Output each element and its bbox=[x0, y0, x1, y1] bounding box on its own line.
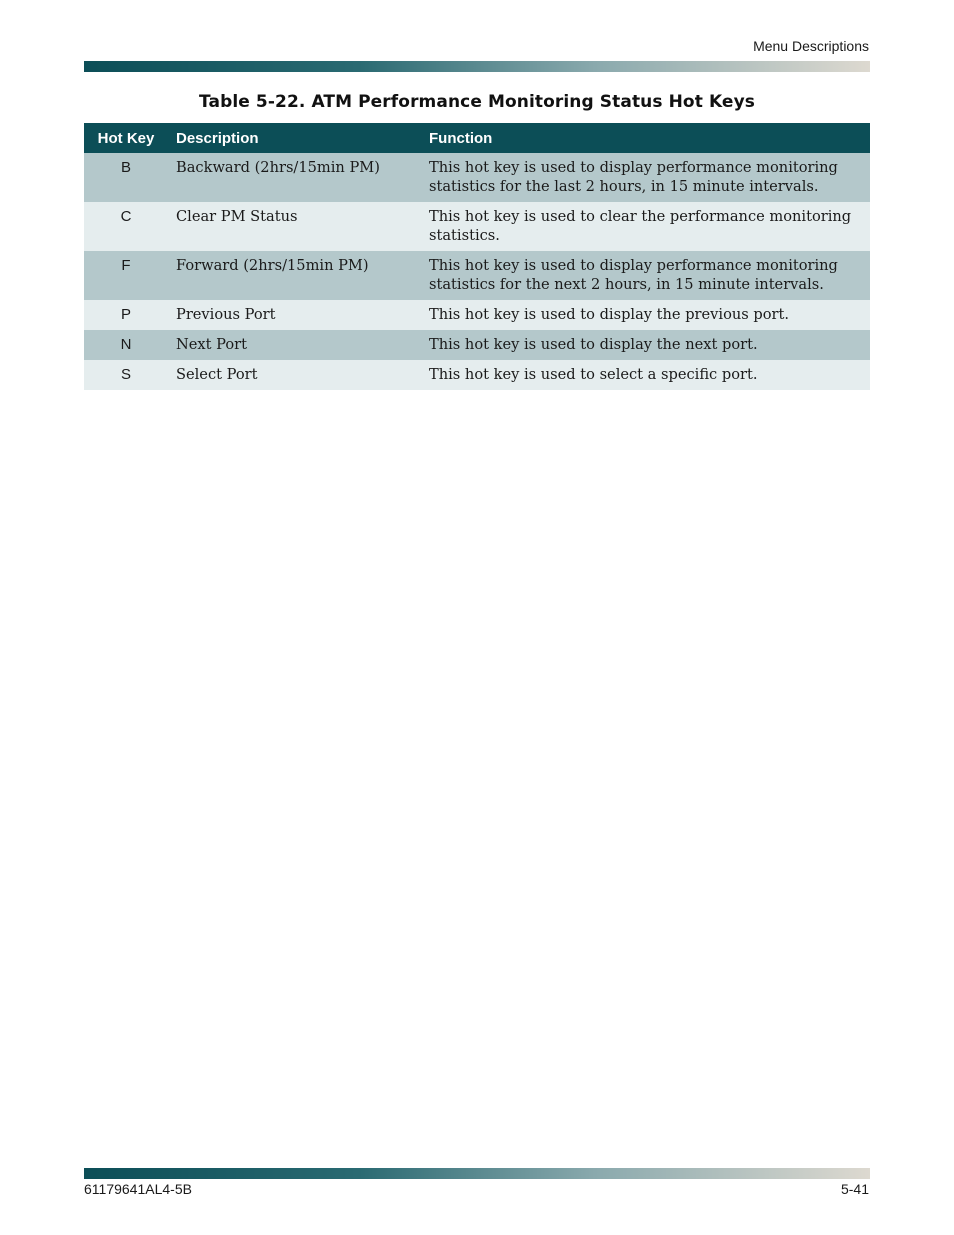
function-cell: This hot key is used to clear the performance monitoring statistics. bbox=[421, 202, 870, 251]
document-number: 61179641AL4-5B bbox=[84, 1181, 192, 1197]
table-row bbox=[84, 360, 870, 390]
table-title: Table 5-22. ATM Performance Monitoring Status Hot Keys bbox=[199, 92, 755, 112]
table-header-row bbox=[84, 123, 870, 153]
footer-rule bbox=[84, 1168, 870, 1179]
page-number: 5-41 bbox=[840, 1181, 869, 1197]
running-head: Menu Descriptions bbox=[753, 38, 869, 54]
table-row bbox=[84, 202, 870, 251]
hot-key-cell: S bbox=[84, 360, 168, 390]
hot-key-cell: B bbox=[84, 153, 168, 202]
function-cell: This hot key is used to display performance monitoring statistics for the next 2 hours, in 15 minute intervals. bbox=[421, 251, 870, 300]
function-cell: This hot key is used to display the next port. bbox=[421, 330, 870, 360]
table-row bbox=[84, 153, 870, 202]
function-cell: This hot key is used to select a specific port. bbox=[421, 360, 870, 390]
column-header-description: Description bbox=[168, 123, 421, 153]
function-cell: This hot key is used to display the previous port. bbox=[421, 300, 870, 330]
hot-key-cell: P bbox=[84, 300, 168, 330]
hot-key-cell: F bbox=[84, 251, 168, 300]
table-row bbox=[84, 251, 870, 300]
description-cell: Select Port bbox=[168, 360, 421, 390]
hot-key-cell: N bbox=[84, 330, 168, 360]
table-row bbox=[84, 300, 870, 330]
hot-key-cell: C bbox=[84, 202, 168, 251]
function-cell: This hot key is used to display performance monitoring statistics for the last 2 hours, in 15 minute intervals. bbox=[421, 153, 870, 202]
description-cell: Next Port bbox=[168, 330, 421, 360]
hot-keys-table bbox=[84, 123, 870, 390]
description-cell: Backward (2hrs/15min PM) bbox=[168, 153, 421, 202]
header-rule bbox=[84, 61, 870, 72]
description-cell: Previous Port bbox=[168, 300, 421, 330]
table-row bbox=[84, 330, 870, 360]
description-cell: Clear PM Status bbox=[168, 202, 421, 251]
column-header-hot-key: Hot Key bbox=[84, 123, 168, 153]
column-header-function: Function bbox=[421, 123, 870, 153]
description-cell: Forward (2hrs/15min PM) bbox=[168, 251, 421, 300]
